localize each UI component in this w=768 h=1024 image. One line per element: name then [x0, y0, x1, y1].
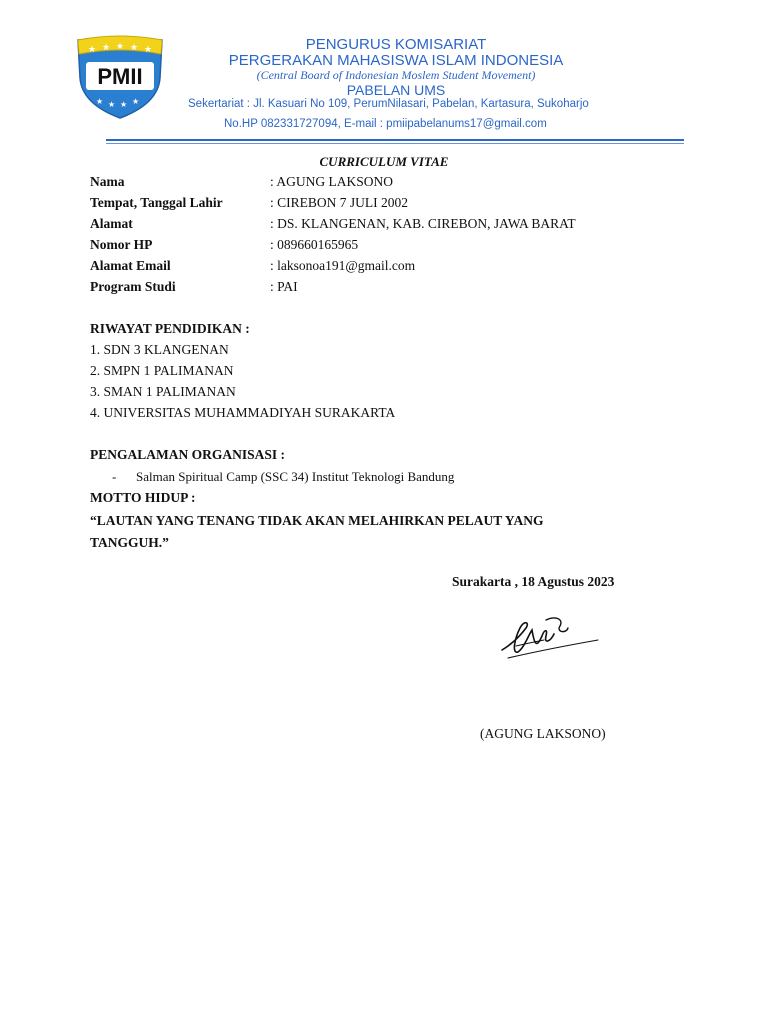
- field-label: Alamat: [90, 216, 133, 231]
- bullet-dash: -: [112, 469, 117, 484]
- field-value: : AGUNG LAKSONO: [270, 174, 394, 189]
- field-value: : DS. KLANGENAN, KAB. CIREBON, JAWA BARAT: [270, 216, 576, 231]
- motto-line: TANGGUH.”: [90, 535, 169, 550]
- svg-text:★: ★: [96, 97, 104, 106]
- field-label: Tempat, Tanggal Lahir: [90, 195, 223, 210]
- field-value: : 089660165965: [270, 237, 359, 252]
- logo-text: PMII: [97, 64, 143, 89]
- education-item: 3. SMAN 1 PALIMANAN: [90, 384, 236, 399]
- organization-heading: PENGALAMAN ORGANISASI :: [90, 447, 286, 462]
- svg-text:★: ★: [132, 97, 140, 106]
- organization-text: Salman Spiritual Camp (SSC 34) Institut Teknologi Bandung: [136, 469, 455, 484]
- org-address: Sekertariat : Jl. Kasuari No 109, PerumNilasari, Pabelan, Kartasura, Sukoharjo: [188, 98, 589, 110]
- signer-name: (AGUNG LAKSONO): [480, 726, 606, 741]
- svg-text:★: ★: [130, 43, 139, 53]
- svg-text:★: ★: [88, 45, 97, 55]
- org-contact: No.HP 082331727094, E-mail : pmiipabelanums17@gmail.com: [224, 118, 547, 130]
- education-item: 4. UNIVERSITAS MUHAMMADIYAH SURAKARTA: [90, 405, 396, 420]
- motto-line: “LAUTAN YANG TENANG TIDAK AKAN MELAHIRKAN PELAUT YANG: [90, 513, 544, 528]
- svg-text:★: ★: [102, 43, 111, 53]
- header-divider-thin: [106, 143, 684, 144]
- motto-text: [90, 510, 650, 554]
- place-date: Surakarta , 18 Agustus 2023: [452, 574, 615, 589]
- header-divider: [106, 139, 684, 141]
- motto-heading: MOTTO HIDUP :: [90, 490, 196, 505]
- svg-text:★: ★: [116, 42, 125, 52]
- field-label: Nomor HP: [90, 237, 153, 252]
- org-header-line2: PERGERAKAN MAHASISWA ISLAM INDONESIA: [228, 52, 564, 69]
- field-label: Program Studi: [90, 279, 176, 294]
- org-header-line3: (Central Board of Indonesian Moslem Student Movement): [256, 68, 536, 82]
- field-label: Alamat Email: [90, 258, 171, 273]
- education-heading: RIWAYAT PENDIDIKAN :: [90, 321, 250, 336]
- svg-text:★: ★: [144, 45, 153, 55]
- field-value: : CIREBON 7 JULI 2002: [270, 195, 408, 210]
- cv-title: CURRICULUM VITAE: [319, 154, 449, 169]
- field-value: : laksonoa191@gmail.com: [270, 258, 416, 273]
- field-value: : PAI: [270, 279, 298, 294]
- education-item: 1. SDN 3 KLANGENAN: [90, 342, 229, 357]
- field-label: Nama: [90, 174, 125, 189]
- org-header-line4: PABELAN UMS: [346, 82, 446, 98]
- signature-image: [494, 606, 604, 668]
- svg-text:★: ★: [120, 100, 128, 109]
- svg-text:★: ★: [108, 100, 116, 109]
- pmii-logo: [74, 34, 166, 120]
- organization-item: [112, 469, 454, 485]
- education-item: 2. SMPN 1 PALIMANAN: [90, 363, 234, 378]
- org-header-line1: PENGURUS KOMISARIAT: [305, 36, 487, 53]
